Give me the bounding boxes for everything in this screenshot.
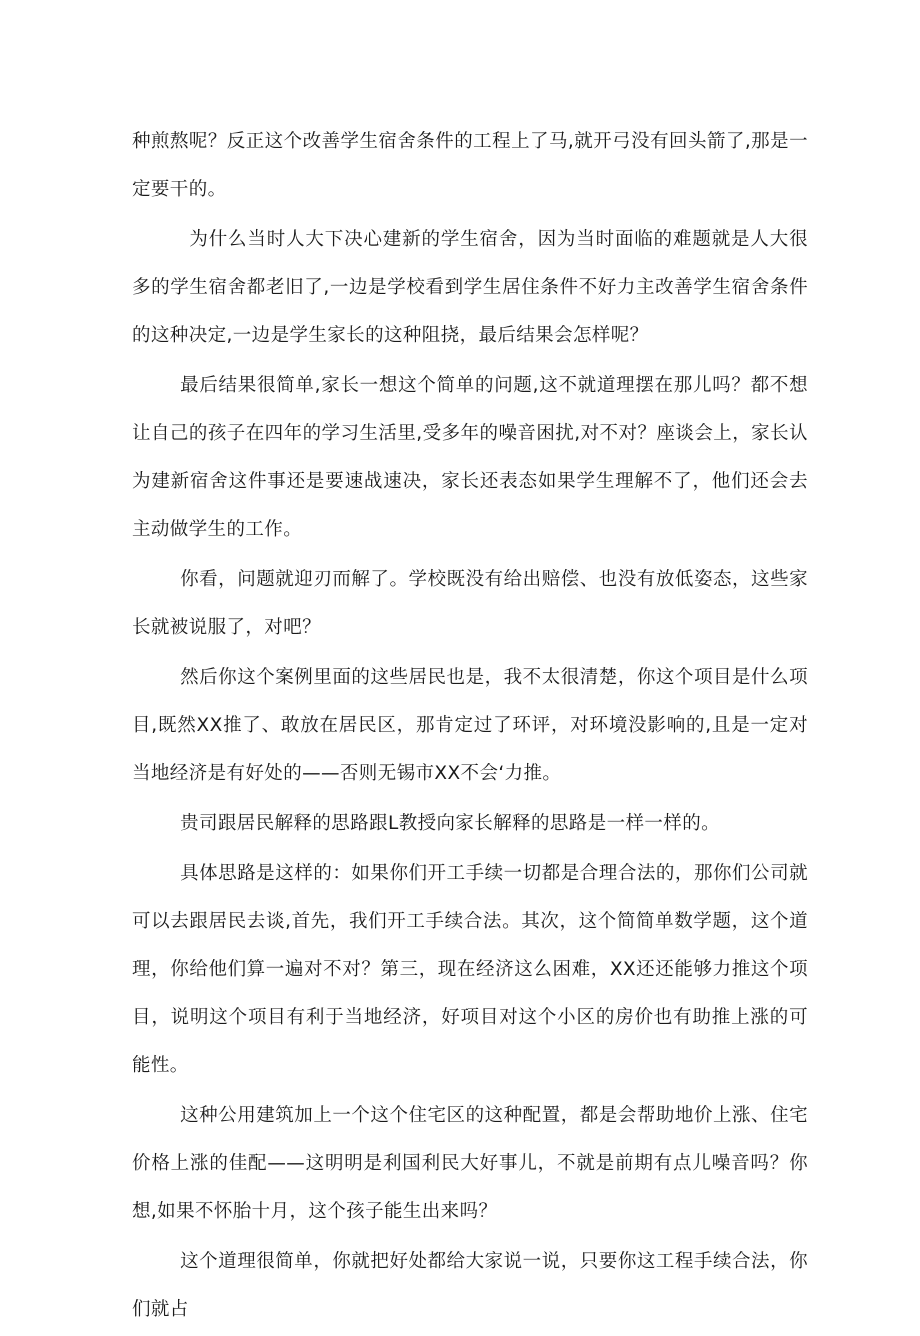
paragraph-9: 这个道理很简单，你就把好处都给大家说一说，只要你这工程手续合法，你们就占 xyxy=(132,1251,808,1320)
paragraph-6: 贵司跟居民解释的思路跟L教授向家长解释的思路是一样一样的。 xyxy=(180,813,721,834)
paragraph-2: 为什么当时人大下决心建新的学生宿舍，因为当时面临的难题就是人大很多的学生宿舍都老旧了,一边是学校看到学生居住条件不好力主改善学生宿舍条件的这种决定,一边是学生家长的这种阻挠，最后结果会怎样呢？ xyxy=(132,229,808,346)
paragraph-7: 具体思路是这样的：如果你们开工手续一切都是合理合法的，那你们公司就可以去跟居民去谈,首先，我们开工手续合法。其次，这个简简单数学题，这个道理，你给他们算一遍对不对？第三，现在经济这么困难，XX还还能够力推这个项目，说明这个项目有利于当地经济，好项目对这个小区的房价也有助推上涨的可能性。 xyxy=(132,863,808,1076)
paragraph-4: 你看，问题就迎刃而解了。学校既没有给出赔偿、也没有放低姿态，这些家长就被说服了，对吧？ xyxy=(132,569,808,638)
document-body xyxy=(132,118,808,1336)
paragraph-5: 然后你这个案例里面的这些居民也是，我不太很清楚，你这个项目是什么项目,既然XX推了、敢放在居民区，那肯定过了环评，对环境没影响的,且是一定对当地经济是有好处的——否则无锡市XX不会‘力推。 xyxy=(132,667,808,784)
paragraph-8: 这种公用建筑加上一个这个住宅区的这种配置，都是会帮助地价上涨、住宅价格上涨的佳配——这明明是利国利民大好事儿，不就是前期有点儿噪音吗？你想,如果不怀胎十月，这个孩子能生出来吗？ xyxy=(132,1105,808,1222)
paragraph-1: 种煎熬呢？反正这个改善学生宿舍条件的工程上了马,就开弓没有回头箭了,那是一定要干的。 xyxy=(132,131,808,200)
paragraph-3: 最后结果很简单,家长一想这个简单的问题,这不就道理摆在那儿吗？都不想让自己的孩子在四年的学习生活里,受多年的噪音困扰,对不对？座谈会上，家长认为建新宿舍这件事还是要速战速决，家长还表态如果学生理解不了，他们还会去主动做学生的工作。 xyxy=(132,375,808,540)
